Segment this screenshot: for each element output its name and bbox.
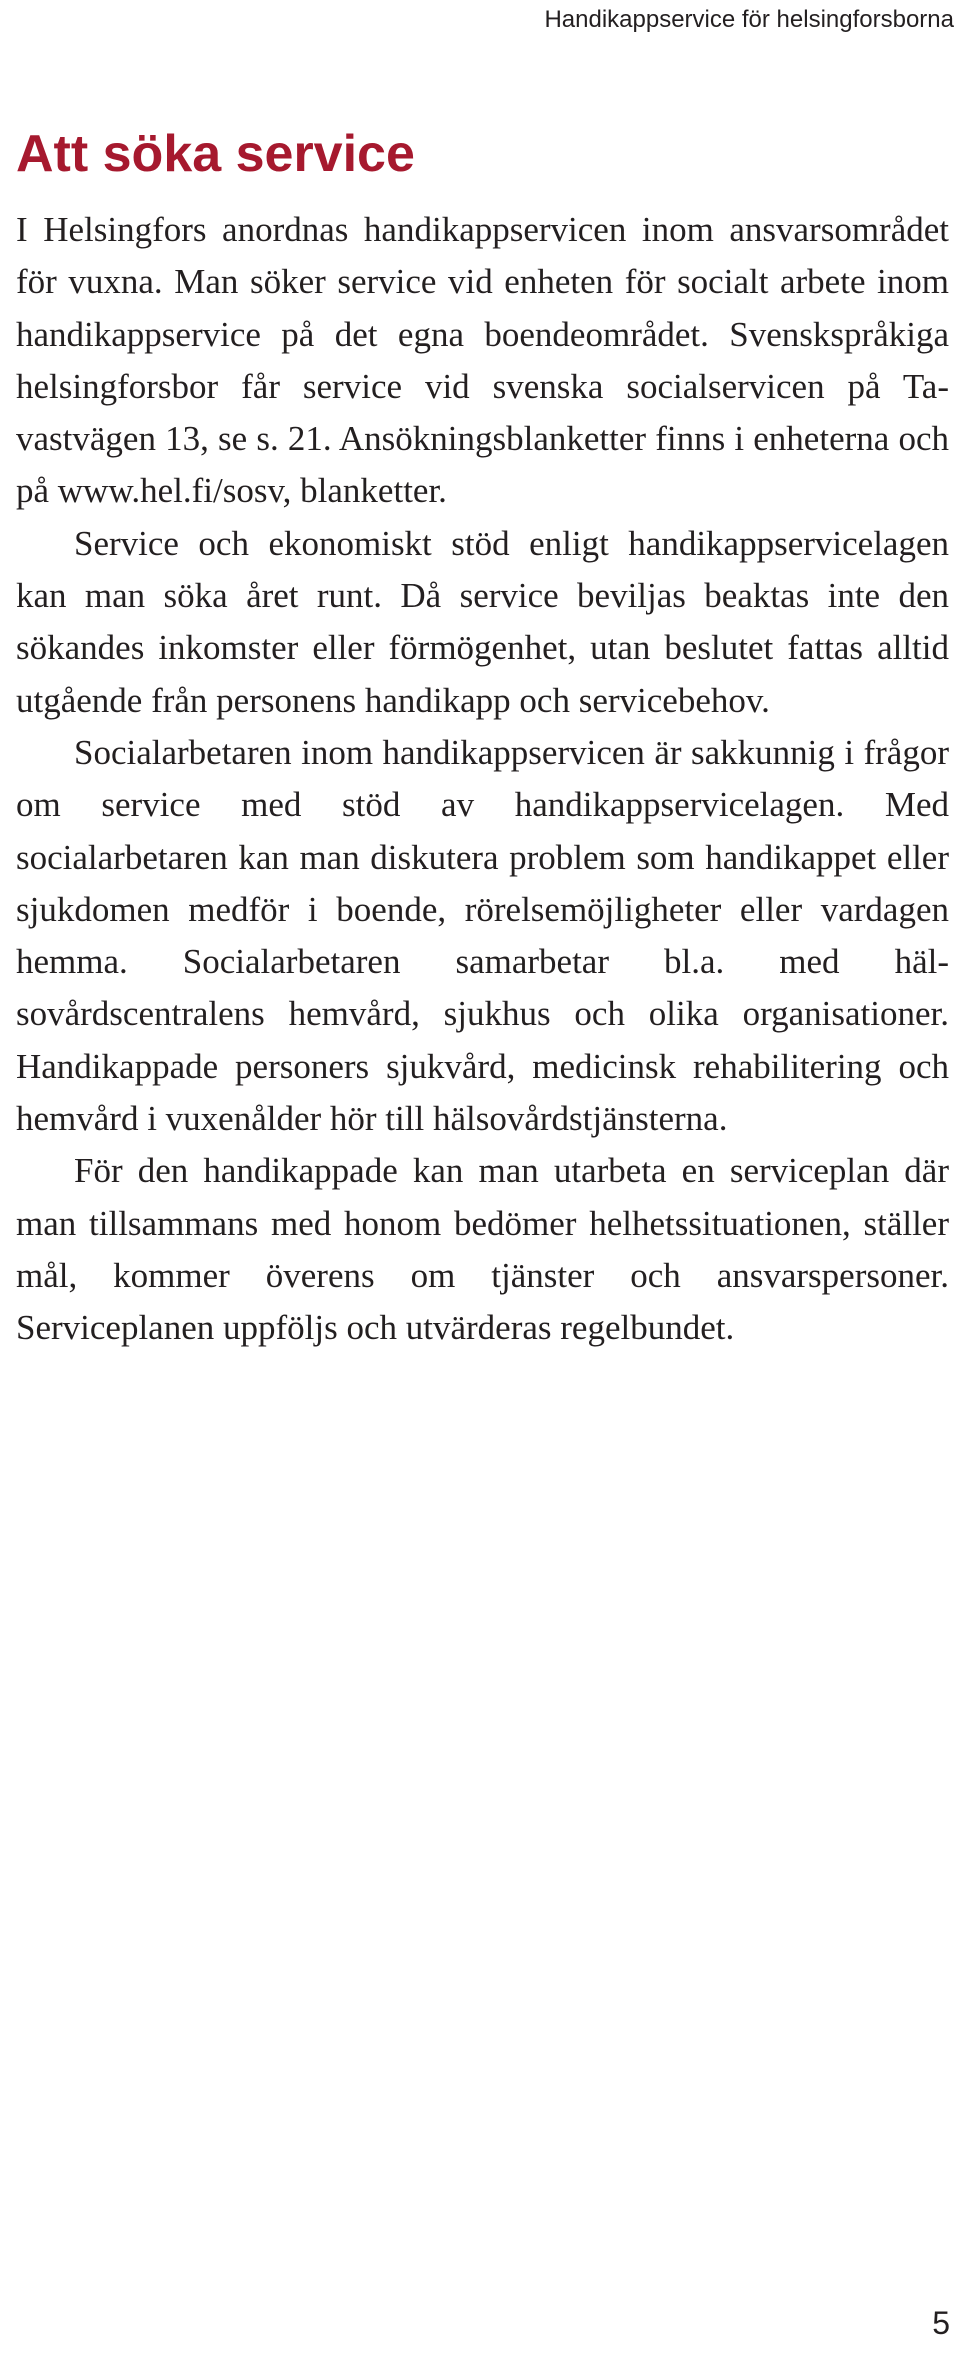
paragraph-2: Service och ekonomiskt stöd enligt handikappservicelagen kan man söka året runt. Då service beviljas beaktas inte den sökandes inkomster eller förmögenhet, utan beslutet fattas alltid utgående från personens handikapp och servicebehov.	[16, 523, 949, 720]
paragraph-1: I Helsingfors anordnas handikappservicen inom ansvarsområdet för vuxna. Man söker service vid enheten för socialt arbete inom handikappservice på det egna boendeområdet. Svenskspråkiga helsingforsbor får service vid svenska socialservicen på Tavastvägen 13, se s. 21. Ansökningsblanketter finns i enheterna och på www.hel.fi/sosv, blanketter.	[16, 210, 949, 511]
page-number: 5	[932, 2305, 950, 2341]
page-title: Att söka service	[16, 125, 415, 183]
paragraph-3: Socialarbetaren inom handikappservicen är sakkunnig i frågor om service med stöd av handikappservicelagen. Med socialarbetaren kan man diskutera problem som handikappet eller sjukdomen medför i boende, rörelsemöjligheter eller vardagen hemma. Socialarbetaren samarbetar bl.a. med hälsovårdscentralens hemvård, sjukhus och olika organisationer. Handikappade personers sjukvård, medicinsk rehabilitering och hemvård i vuxenålder hör till hälsovårdstjänsterna.	[16, 732, 949, 1139]
running-header: Handikappservice för helsingforsborna	[544, 6, 954, 33]
body-text	[16, 204, 949, 1355]
paragraph-4: För den handikappade kan man utarbeta en serviceplan där man tillsammans med honom bedömer helhetssituationen, ställer mål, kommer överens om tjänster och ansvarspersoner. Serviceplanen uppföljs och utvärderas regelbundet.	[16, 1151, 949, 1348]
